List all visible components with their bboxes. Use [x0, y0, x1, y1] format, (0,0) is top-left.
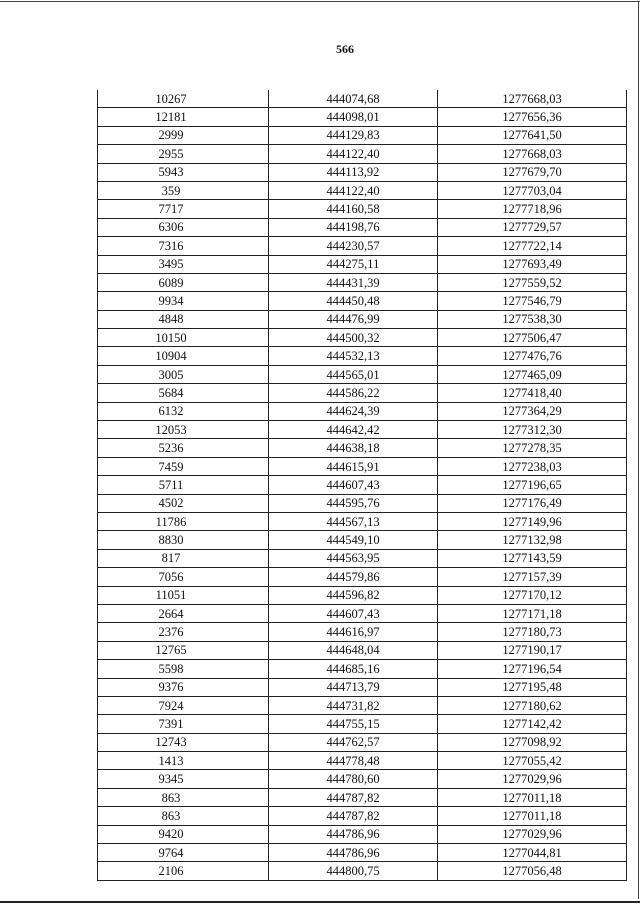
x-coordinate-cell: 444713,79 — [269, 678, 438, 696]
y-coordinate-cell: 1277196,65 — [438, 476, 627, 494]
x-coordinate-cell: 444198,76 — [269, 218, 438, 236]
y-coordinate-cell: 1277278,35 — [438, 439, 627, 457]
table-row — [98, 568, 627, 586]
x-coordinate-cell: 444615,91 — [269, 457, 438, 475]
point-number-cell: 863 — [98, 807, 269, 825]
point-number-cell: 10904 — [98, 347, 269, 365]
point-number-cell: 7924 — [98, 696, 269, 714]
point-number-cell: 9345 — [98, 770, 269, 788]
point-number-cell: 5236 — [98, 439, 269, 457]
point-number-cell: 6089 — [98, 273, 269, 291]
x-coordinate-cell: 444685,16 — [269, 660, 438, 678]
table-row — [98, 181, 627, 199]
y-coordinate-cell: 1277011,18 — [438, 788, 627, 806]
table-row — [98, 752, 627, 770]
point-number-cell: 2955 — [98, 145, 269, 163]
y-coordinate-cell: 1277729,57 — [438, 218, 627, 236]
x-coordinate-cell: 444648,04 — [269, 641, 438, 659]
x-coordinate-cell: 444275,11 — [269, 255, 438, 273]
x-coordinate-cell: 444122,40 — [269, 181, 438, 199]
x-coordinate-cell: 444731,82 — [269, 696, 438, 714]
x-coordinate-cell: 444431,39 — [269, 273, 438, 291]
x-coordinate-cell: 444230,57 — [269, 237, 438, 255]
y-coordinate-cell: 1277149,96 — [438, 512, 627, 530]
y-coordinate-cell: 1277176,49 — [438, 494, 627, 512]
x-coordinate-cell: 444160,58 — [269, 200, 438, 218]
point-number-cell: 11786 — [98, 512, 269, 530]
table-row — [98, 90, 627, 108]
table-row — [98, 733, 627, 751]
table-row — [98, 476, 627, 494]
point-number-cell: 4848 — [98, 310, 269, 328]
x-coordinate-cell: 444450,48 — [269, 292, 438, 310]
table-row — [98, 641, 627, 659]
page-border-bottom — [0, 901, 640, 903]
table-row — [98, 623, 627, 641]
point-number-cell: 8830 — [98, 531, 269, 549]
table-row — [98, 421, 627, 439]
x-coordinate-cell: 444616,97 — [269, 623, 438, 641]
x-coordinate-cell: 444500,32 — [269, 329, 438, 347]
y-coordinate-cell: 1277718,96 — [438, 200, 627, 218]
y-coordinate-cell: 1277170,12 — [438, 586, 627, 604]
table-row — [98, 273, 627, 291]
point-number-cell: 7717 — [98, 200, 269, 218]
table-row — [98, 770, 627, 788]
point-number-cell: 2999 — [98, 126, 269, 144]
point-number-cell: 9934 — [98, 292, 269, 310]
y-coordinate-cell: 1277679,70 — [438, 163, 627, 181]
x-coordinate-cell: 444638,18 — [269, 439, 438, 457]
y-coordinate-cell: 1277196,54 — [438, 660, 627, 678]
x-coordinate-cell: 444532,13 — [269, 347, 438, 365]
y-coordinate-cell: 1277143,59 — [438, 549, 627, 567]
table-row — [98, 402, 627, 420]
page-border-right — [638, 1, 639, 899]
y-coordinate-cell: 1277238,03 — [438, 457, 627, 475]
y-coordinate-cell: 1277180,62 — [438, 696, 627, 714]
table-row — [98, 200, 627, 218]
point-number-cell: 3005 — [98, 365, 269, 383]
point-number-cell: 12765 — [98, 641, 269, 659]
y-coordinate-cell: 1277668,03 — [438, 145, 627, 163]
x-coordinate-cell: 444567,13 — [269, 512, 438, 530]
table-row — [98, 329, 627, 347]
point-number-cell: 6306 — [98, 218, 269, 236]
y-coordinate-cell: 1277546,79 — [438, 292, 627, 310]
table-row — [98, 660, 627, 678]
point-number-cell: 1413 — [98, 752, 269, 770]
point-number-cell: 5943 — [98, 163, 269, 181]
table-row — [98, 494, 627, 512]
table-row — [98, 126, 627, 144]
y-coordinate-cell: 1277668,03 — [438, 90, 627, 108]
table-row — [98, 218, 627, 236]
point-number-cell: 12743 — [98, 733, 269, 751]
table-row — [98, 310, 627, 328]
y-coordinate-cell: 1277056,48 — [438, 862, 627, 880]
x-coordinate-cell: 444642,42 — [269, 421, 438, 439]
x-coordinate-cell: 444786,96 — [269, 825, 438, 843]
point-number-cell: 11051 — [98, 586, 269, 604]
table-row — [98, 255, 627, 273]
table-row — [98, 457, 627, 475]
y-coordinate-cell: 1277641,50 — [438, 126, 627, 144]
y-coordinate-cell: 1277142,42 — [438, 715, 627, 733]
y-coordinate-cell: 1277190,17 — [438, 641, 627, 659]
page-border-top — [0, 1, 640, 2]
y-coordinate-cell: 1277157,39 — [438, 568, 627, 586]
point-number-cell: 359 — [98, 181, 269, 199]
x-coordinate-cell: 444786,96 — [269, 844, 438, 862]
y-coordinate-cell: 1277364,29 — [438, 402, 627, 420]
y-coordinate-cell: 1277476,76 — [438, 347, 627, 365]
table-row — [98, 678, 627, 696]
x-coordinate-cell: 444607,43 — [269, 476, 438, 494]
y-coordinate-cell: 1277055,42 — [438, 752, 627, 770]
table-row — [98, 586, 627, 604]
table-row — [98, 549, 627, 567]
y-coordinate-cell: 1277559,52 — [438, 273, 627, 291]
point-number-cell: 5598 — [98, 660, 269, 678]
table-row — [98, 365, 627, 383]
point-number-cell: 2664 — [98, 604, 269, 622]
y-coordinate-cell: 1277312,30 — [438, 421, 627, 439]
y-coordinate-cell: 1277180,73 — [438, 623, 627, 641]
x-coordinate-cell: 444778,48 — [269, 752, 438, 770]
point-number-cell: 9376 — [98, 678, 269, 696]
point-number-cell: 7391 — [98, 715, 269, 733]
point-number-cell: 2376 — [98, 623, 269, 641]
y-coordinate-cell: 1277465,09 — [438, 365, 627, 383]
y-coordinate-cell: 1277195,48 — [438, 678, 627, 696]
x-coordinate-cell: 444549,10 — [269, 531, 438, 549]
coordinates-table — [97, 90, 627, 881]
point-number-cell: 7316 — [98, 237, 269, 255]
y-coordinate-cell: 1277722,14 — [438, 237, 627, 255]
point-number-cell: 5711 — [98, 476, 269, 494]
x-coordinate-cell: 444579,86 — [269, 568, 438, 586]
y-coordinate-cell: 1277044,81 — [438, 844, 627, 862]
y-coordinate-cell: 1277011,18 — [438, 807, 627, 825]
y-coordinate-cell: 1277506,47 — [438, 329, 627, 347]
table-row — [98, 862, 627, 880]
table-row — [98, 844, 627, 862]
table-row — [98, 237, 627, 255]
y-coordinate-cell: 1277132,98 — [438, 531, 627, 549]
x-coordinate-cell: 444113,92 — [269, 163, 438, 181]
table-row — [98, 531, 627, 549]
table-row — [98, 825, 627, 843]
table-row — [98, 163, 627, 181]
y-coordinate-cell: 1277693,49 — [438, 255, 627, 273]
x-coordinate-cell: 444762,57 — [269, 733, 438, 751]
x-coordinate-cell: 444787,82 — [269, 807, 438, 825]
point-number-cell: 3495 — [98, 255, 269, 273]
x-coordinate-cell: 444586,22 — [269, 384, 438, 402]
y-coordinate-cell: 1277029,96 — [438, 770, 627, 788]
point-number-cell: 817 — [98, 549, 269, 567]
point-number-cell: 4502 — [98, 494, 269, 512]
table-row — [98, 145, 627, 163]
point-number-cell: 10267 — [98, 90, 269, 108]
x-coordinate-cell: 444787,82 — [269, 788, 438, 806]
point-number-cell: 6132 — [98, 402, 269, 420]
x-coordinate-cell: 444755,15 — [269, 715, 438, 733]
point-number-cell: 5684 — [98, 384, 269, 402]
x-coordinate-cell: 444607,43 — [269, 604, 438, 622]
table-row — [98, 807, 627, 825]
y-coordinate-cell: 1277418,40 — [438, 384, 627, 402]
table-row — [98, 696, 627, 714]
y-coordinate-cell: 1277029,96 — [438, 825, 627, 843]
y-coordinate-cell: 1277538,30 — [438, 310, 627, 328]
point-number-cell: 7459 — [98, 457, 269, 475]
y-coordinate-cell: 1277656,36 — [438, 108, 627, 126]
x-coordinate-cell: 444565,01 — [269, 365, 438, 383]
x-coordinate-cell: 444563,95 — [269, 549, 438, 567]
table-row — [98, 715, 627, 733]
x-coordinate-cell: 444074,68 — [269, 90, 438, 108]
table-row — [98, 788, 627, 806]
point-number-cell: 9764 — [98, 844, 269, 862]
table-row — [98, 512, 627, 530]
x-coordinate-cell: 444122,40 — [269, 145, 438, 163]
y-coordinate-cell: 1277098,92 — [438, 733, 627, 751]
x-coordinate-cell: 444800,75 — [269, 862, 438, 880]
x-coordinate-cell: 444098,01 — [269, 108, 438, 126]
point-number-cell: 12053 — [98, 421, 269, 439]
point-number-cell: 2106 — [98, 862, 269, 880]
x-coordinate-cell: 444129,83 — [269, 126, 438, 144]
x-coordinate-cell: 444624,39 — [269, 402, 438, 420]
table-row — [98, 347, 627, 365]
point-number-cell: 9420 — [98, 825, 269, 843]
x-coordinate-cell: 444596,82 — [269, 586, 438, 604]
x-coordinate-cell: 444780,60 — [269, 770, 438, 788]
point-number-cell: 863 — [98, 788, 269, 806]
y-coordinate-cell: 1277703,04 — [438, 181, 627, 199]
x-coordinate-cell: 444595,76 — [269, 494, 438, 512]
table-row — [98, 108, 627, 126]
x-coordinate-cell: 444476,99 — [269, 310, 438, 328]
table-row — [98, 292, 627, 310]
table-row — [98, 384, 627, 402]
page-number: 566 — [336, 42, 354, 56]
y-coordinate-cell: 1277171,18 — [438, 604, 627, 622]
table-row — [98, 604, 627, 622]
point-number-cell: 7056 — [98, 568, 269, 586]
table-row — [98, 439, 627, 457]
coordinates-table-body — [98, 90, 627, 880]
point-number-cell: 12181 — [98, 108, 269, 126]
point-number-cell: 10150 — [98, 329, 269, 347]
